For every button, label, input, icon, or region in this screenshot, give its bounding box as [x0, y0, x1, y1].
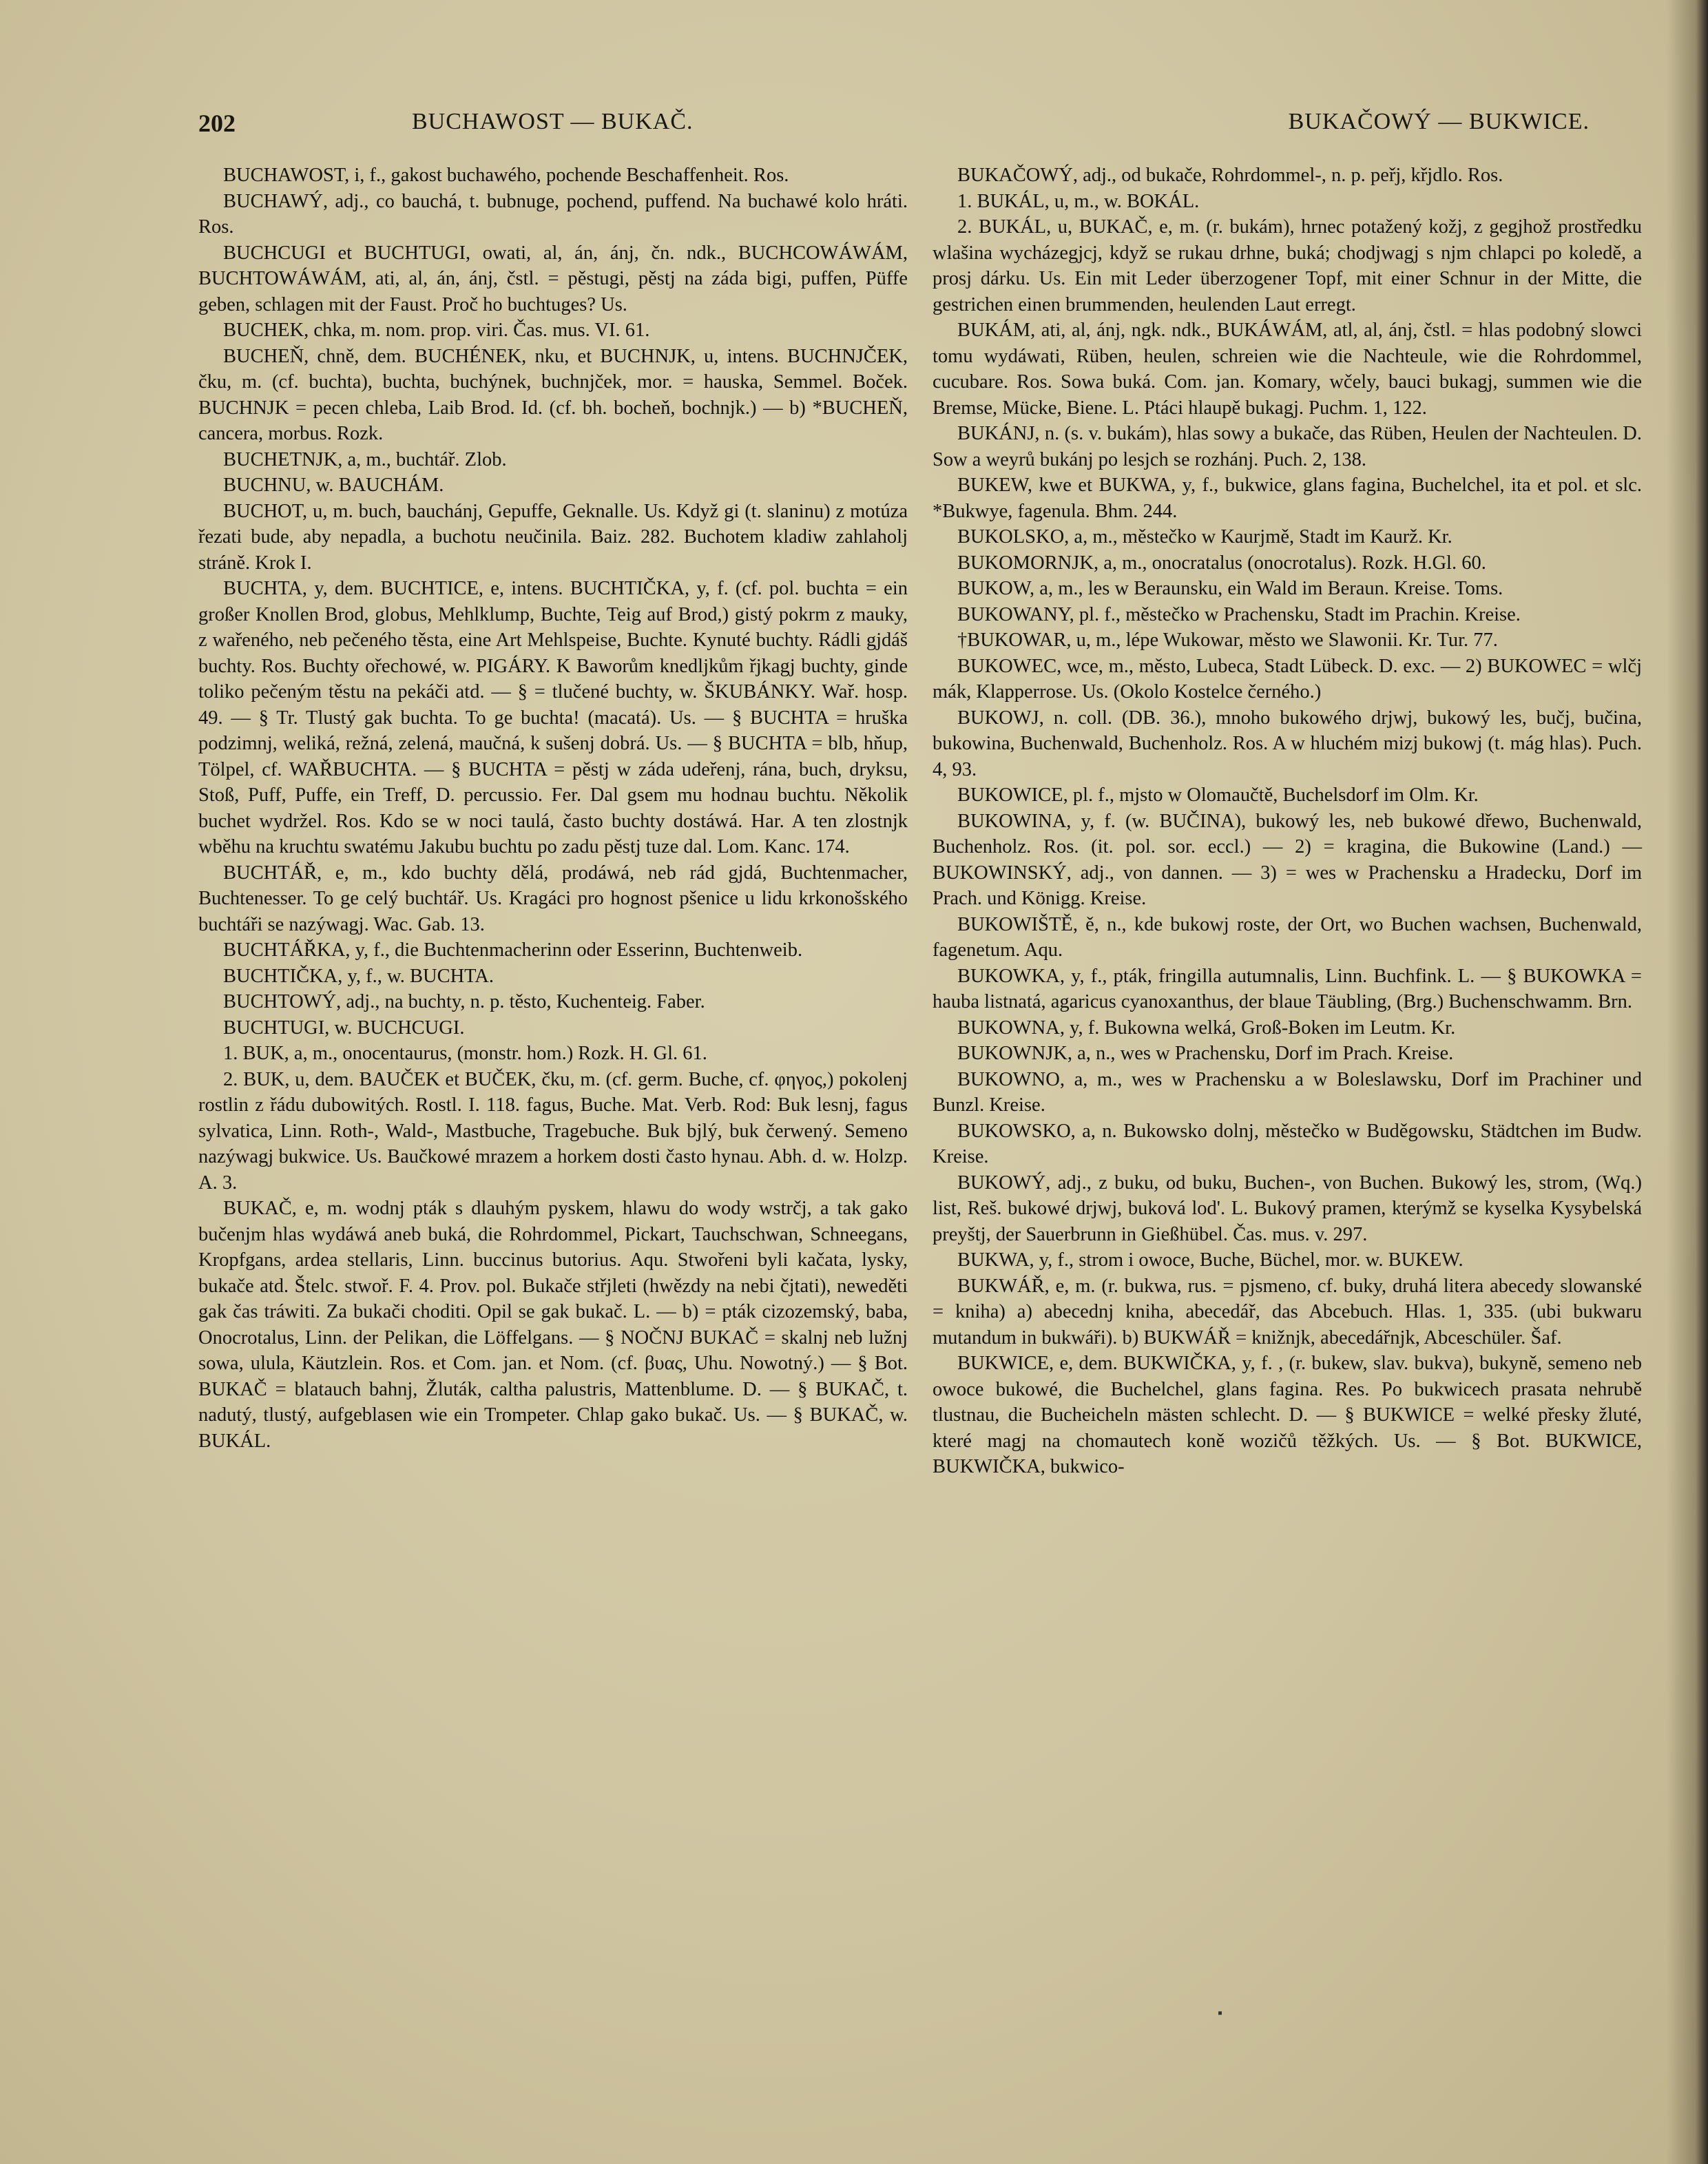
- ink-speck: ▪: [1218, 2006, 1223, 2021]
- entry-buchtugi: BUCHTUGI, w. BUCHCUGI.: [223, 1017, 465, 1039]
- entry-buchcugi: BUCHCUGI et BUCHTUGI, owati, al, án, ánj, čn. ndk., BUCHCOWÁWÁM, BUCHTOWÁWÁM, ati, al, án, ánj, čstl. = pěstugi, pěstj na záda bigi, puffen, Püffe geben, schlagen mit der Faust. Proč ho buchtuges? Us.: [198, 242, 908, 315]
- entry-bukowj: BUKOWJ, n. coll. (DB. 36.), mnoho bukowého drjwj, bukowý les, bučj, bučina, bukowina, Buchenwald, Buchenholz. Ros. A w hluchém mizj bukowj (t. mág hlas). Puch. 4, 93.: [933, 707, 1642, 780]
- entry-bukam: BUKÁM, ati, al, ánj, ngk. ndk., BUKÁWÁM, atl, al, ánj, čstl. = hlas podobný slowci tomu wydáwati, Rüben, heulen, schreien wie die Nachteule, wie die Rohrdommel, cucubare. Ros. Sowa buká. Com. jan. Komary, wčely, bauci bukagj, summen wie die Bremse, Mücke, Biene. L. Ptáci hlaupě bukagj. Puchm. 1, 122.: [933, 320, 1642, 419]
- running-head-right: BUKAČOWÝ — BUKWICE.: [1288, 109, 1590, 134]
- entry-bukowiste: BUKOWIŠTĚ, ě, n., kde bukowj roste, der Ort, wo Buchen wachsen, Buchenwald, fagenetum. Aqu.: [933, 913, 1642, 961]
- entry-buchen: BUCHEŇ, chně, dem. BUCHÉNEK, nku, et BUCHNJK, u, intens. BUCHNJČEK, čku, m. (cf. buchta), buchta, buchýnek, buchnjček, mor. = hauska, Semmel. Boček. BUCHNJK = pecen chleba, Laib Brod. Id. (cf. bh. bocheň, bochnjk.) — b) *BUCHEŇ, cancera, morbus. Rozk.: [198, 345, 908, 444]
- entry-bukow: BUKOW, a, m., les w Beraunsku, ein Wald im Beraun. Kreise. Toms.: [957, 578, 1503, 599]
- right-column: [933, 163, 1642, 1480]
- page-header: [198, 109, 1617, 150]
- entry-buchawy: BUCHAWÝ, adj., co bauchá, t. bubnuge, pochend, puffend. Na buchawé kolo hráti. Ros.: [198, 190, 908, 238]
- entry-bukowec: BUKOWEC, wce, m., město, Lubeca, Stadt Lübeck. D. exc. — 2) BUKOWEC = wlčj mák, Klapperrose. Us. (Okolo Kostelce černého.): [933, 655, 1642, 703]
- entry-buchta: BUCHTA, y, dem. BUCHTICE, e, intens. BUCHTIČKA, y, f. (cf. pol. buchta = ein großer Knollen Brod, globus, Mehlklump, Buchte, Teig auf Brod,) gistý pokrm z mauky, z wařeného, neb pečeného těsta, eine Art Mehlspeise, Buchte. Kynuté buchty. Rádli gjdáš buchty. Ros. Buchty ořechowé, w. PIGÁRY. K Baworům knedljkům řjkagj buchty, ginde toliko pečeným těstu na pekáči atd. — § = tlučené buchty, w. ŠKUBÁNKY. Wař. hosp. 49. — § Tr. Tlustý gak buchta. To ge buchta! (macatá). Us. — § BUCHTA = hruška podzimnj, weliká, režná, zelená, maučná, k sušenj dobrá. Us. — § BUCHTA = blb, hňup, Tölpel, cf. WAŘBUCHTA. — § BUCHTA = pěstj w záda udeřenj, rána, buch, dryksu, Stoß, Puff, Puffe, ein Treff, D. percussio. Fer. Dal gsem mu hodnau buchtu. Několik buchet wydržel. Ros. Kdo se w noci taulá, často buchty dostáwá. Har. A ten zlostnjk wběhu na kruchtu swatému Jakubu buchtu po zadu pěstj tuze dal. Lom. Kanc. 174.: [198, 578, 908, 857]
- left-column: [198, 163, 908, 1454]
- entry-buchek: BUCHEK, chka, m. nom. prop. viri. Čas. mus. VI. 61.: [223, 320, 650, 341]
- entry-bukowar: †BUKOWAR, u, m., lépe Wukowar, město we Slawonii. Kr. Tur. 77.: [957, 630, 1498, 651]
- entry-bukowy: BUKOWÝ, adj., z buku, od buku, Buchen-, von Buchen. Bukowý les, strom, (Wq.) list, Reš. bukowé drjwj, buková lod'. L. Bukový pramen, kterýmž se kyselka Kysybelská preyštj, der Sauerbrunn in Gießhübel. Čas. mus. v. 297.: [933, 1172, 1642, 1245]
- entry-bukowice: BUKOWICE, pl. f., mjsto w Olomaučtě, Buchelsdorf im Olm. Kr.: [957, 784, 1479, 806]
- entry-bukowany: BUKOWANY, pl. f., městečko w Prachensku, Stadt im Prachin. Kreise.: [957, 603, 1521, 625]
- page-edge-shadow: [1667, 0, 1708, 2164]
- entry-bukowna: BUKOWNA, y, f. Bukowna welká, Groß-Boken im Leutm. Kr.: [957, 1017, 1456, 1039]
- entry-buchtarka: BUCHTÁŘKA, y, f., die Buchtenmacherinn oder Esserinn, Buchtenweib.: [223, 939, 803, 961]
- entry-bukowno: BUKOWNO, a, m., wes w Prachensku a w Boleslawsku, Dorf im Prachiner und Bunzl. Kreise.: [933, 1068, 1642, 1116]
- entry-bukomornjk: BUKOMORNJK, a, m., onocratalus (onocrotalus). Rozk. H.Gl. 60.: [957, 552, 1486, 574]
- running-head-left: BUCHAWOST — BUKAČ.: [412, 109, 694, 134]
- entry-buk-2: 2. BUK, u, dem. BAUČEK et BUČEK, čku, m. (cf. germ. Buche, cf. φηγος,) pokolenj rostlin z řádu dubowitých. Rostl. I. 118. fagus, Buche. Mat. Verb. Rod: Buk lesnj, fagus sylvatica, Linn. Roth-, Wald-, Mastbuche, Tragebuche. Buk bjlý, buk čerwený. Semeno nazýwagj bukwice. Us. Baučkowé mrazem a horkem dosti často hynau. Abh. d. w. Holzp. A. 3.: [198, 1068, 908, 1194]
- entry-bukolsko: BUKOLSKO, a, m., městečko w Kaurjmě, Stadt im Kaurž. Kr.: [957, 526, 1452, 548]
- entry-bukwice: BUKWICE, e, dem. BUKWIČKA, y, f. , (r. bukew, slav. bukva), bukyně, semeno neb owoce bukowé, die Buchelchel, glans fagina. Res. Po bukwicech prasata nehrubě tlustnau, die Bucheicheln mästen schlecht. D. — § BUKWICE = welké přesky žluté, které magj na chomautech koně wozičů těžkých. Us. — § Bot. BUKWICE, BUKWIČKA, bukwico-: [933, 1353, 1642, 1477]
- entry-buchticka: BUCHTIČKA, y, f., w. BUCHTA.: [223, 965, 494, 987]
- entry-bukal-2: 2. BUKÁL, u, BUKAČ, e, m. (r. bukám), hrnec potažený kožj, z gegjhož prostředku wlašina wycházegjcj, když se rukau drhne, buká; chodjwagj s njm chlapci po koledě, a prosj dárku. Us. Ein mit Leder überzogener Topf, mit einer Schnur in der Mitte, die gestrichen einen brummenden, heulenden Laut erregt.: [933, 216, 1642, 315]
- entry-bukowka: BUKOWKA, y, f., pták, fringilla autumnalis, Linn. Buchfink. L. — § BUKOWKA = hauba listnatá, agaricus cyanoxanthus, der blaue Täubling, (Brg.) Buchenschwamm. Brn.: [933, 965, 1642, 1012]
- entry-buchot: BUCHOT, u, m. buch, bauchánj, Gepuffe, Geknalle. Us. Když gi (t. slaninu) z motúza řezati bude, aby nepadla, a buchotu neučinila. Baiz. 282. Buchotem kladiw zahlaholj stráně. Krok I.: [198, 500, 908, 574]
- entry-bukowina: BUKOWINA, y, f. (w. BUČINA), bukowý les, neb bukowé dřewo, Buchenwald, Buchenholz. Ros. (it. pol. sor. eccl.) — 2) = kragina, die Bukowine (Land.) — BUKOWINSKÝ, adj., von dannen. — 3) = wes w Prachensku a Hradecku, Dorf im Prach. und Königg. Kreise.: [933, 810, 1642, 909]
- entry-bukac: BUKAČ, e, m. wodnj pták s dlauhým pyskem, hlawu do wody wstrčj, a tak gako bučenjm hlas wydáwá aneb buká, die Rohrdommel, Pickart, Tauchschwan, Schneegans, Kropfgans, ardea stellaris, Linn. buccinus butorius. Aqu. Stwořeni byli kačata, lysky, bukače atd. Štelc. stwoř. F. 4. Prov. pol. Bukače střjleti (hwězdy na nebi čjtati), neweděti gak čas tráwiti. Za bukači choditi. Opil se gak bukač. L. — b) = pták cizozemský, baba, Onocrotalus, Linn. der Pelikan, die Löffelgans. — § NOČNJ BUKAČ = skalnj neb lužnj sowa, ulula, Käutzlein. Ros. et Com. jan. et Nom. (cf. βυας, Uhu. Nowotný.) — § Bot. BUKAČ = blatauch bahnj, Žluták, caltha palustris, Mattenblume. D. — § BUKAČ, t. nadutý, tlustý, aufgeblasen wie ein Trompeter. Chlap gako bukač. Us. — § BUKAČ, w. BUKÁL.: [198, 1198, 908, 1452]
- entry-bukownjk: BUKOWNJK, a, n., wes w Prachensku, Dorf im Prach. Kreise.: [957, 1043, 1454, 1064]
- entry-bukwa: BUKWA, y, f., strom i owoce, Buche, Büchel, mor. w. BUKEW.: [957, 1249, 1464, 1271]
- entry-bukew: BUKEW, kwe et BUKWA, y, f., bukwice, glans fagina, Buchelchel, ita et pol. et slc. *Bukwye, fagenula. Bhm. 244.: [933, 475, 1642, 522]
- entry-buchnu: BUCHNU, w. BAUCHÁM.: [223, 475, 444, 496]
- entry-bukanj: BUKÁNJ, n. (s. v. bukám), hlas sowy a bukače, das Rüben, Heulen der Nachteulen. D. Sow a weyrů bukánj po lesjch se rozhánj. Puch. 2, 138.: [933, 423, 1642, 470]
- entry-buchetnjk: BUCHETNJK, a, m., buchtář. Zlob.: [223, 448, 507, 470]
- entry-bukacowy: BUKAČOWÝ, adj., od bukače, Rohrdommel-, n. p. peřj, křjdlo. Ros.: [957, 165, 1503, 186]
- entry-buchtowy: BUCHTOWÝ, adj., na buchty, n. p. těsto, Kuchenteig. Faber.: [223, 991, 705, 1012]
- entry-buchtar: BUCHTÁŘ, e, m., kdo buchty dělá, prodáwá, neb rád gjdá, Buchtenmacher, Buchtenesser. To ge celý buchtář. Us. Kragáci pro hognost pšenice u lidu krkonošského buchtáři se nazýwagj. Wac. Gab. 13.: [198, 862, 908, 935]
- entry-bukowsko: BUKOWSKO, a, n. Bukowsko dolnj, městečko w Buděgowsku, Städtchen im Budw. Kreise.: [933, 1120, 1642, 1167]
- entry-bukwar: BUKWÁŘ, e, m. (r. bukwa, rus. = pjsmeno, cf. buky, druhá litera abecedy slowanské = kniha) a) abecednj kniha, abecedář, das Abcebuch. Hlas. 1, 335. (ubi bukwaru mutandum in bukwáři). b) BUKWÁŘ = knižnjk, abecedářnjk, Abceschüler. Šaf.: [933, 1275, 1642, 1349]
- page-number: 202: [198, 110, 236, 137]
- entry-bukal-1: 1. BUKÁL, u, m., w. BOKÁL.: [957, 190, 1200, 212]
- entry-buchawost: BUCHAWOST, i, f., gakost buchawého, pochende Beschaffenheit. Ros.: [223, 165, 789, 186]
- entry-buk-1: 1. BUK, a, m., onocentaurus, (monstr. hom.) Rozk. H. Gl. 61.: [223, 1043, 707, 1064]
